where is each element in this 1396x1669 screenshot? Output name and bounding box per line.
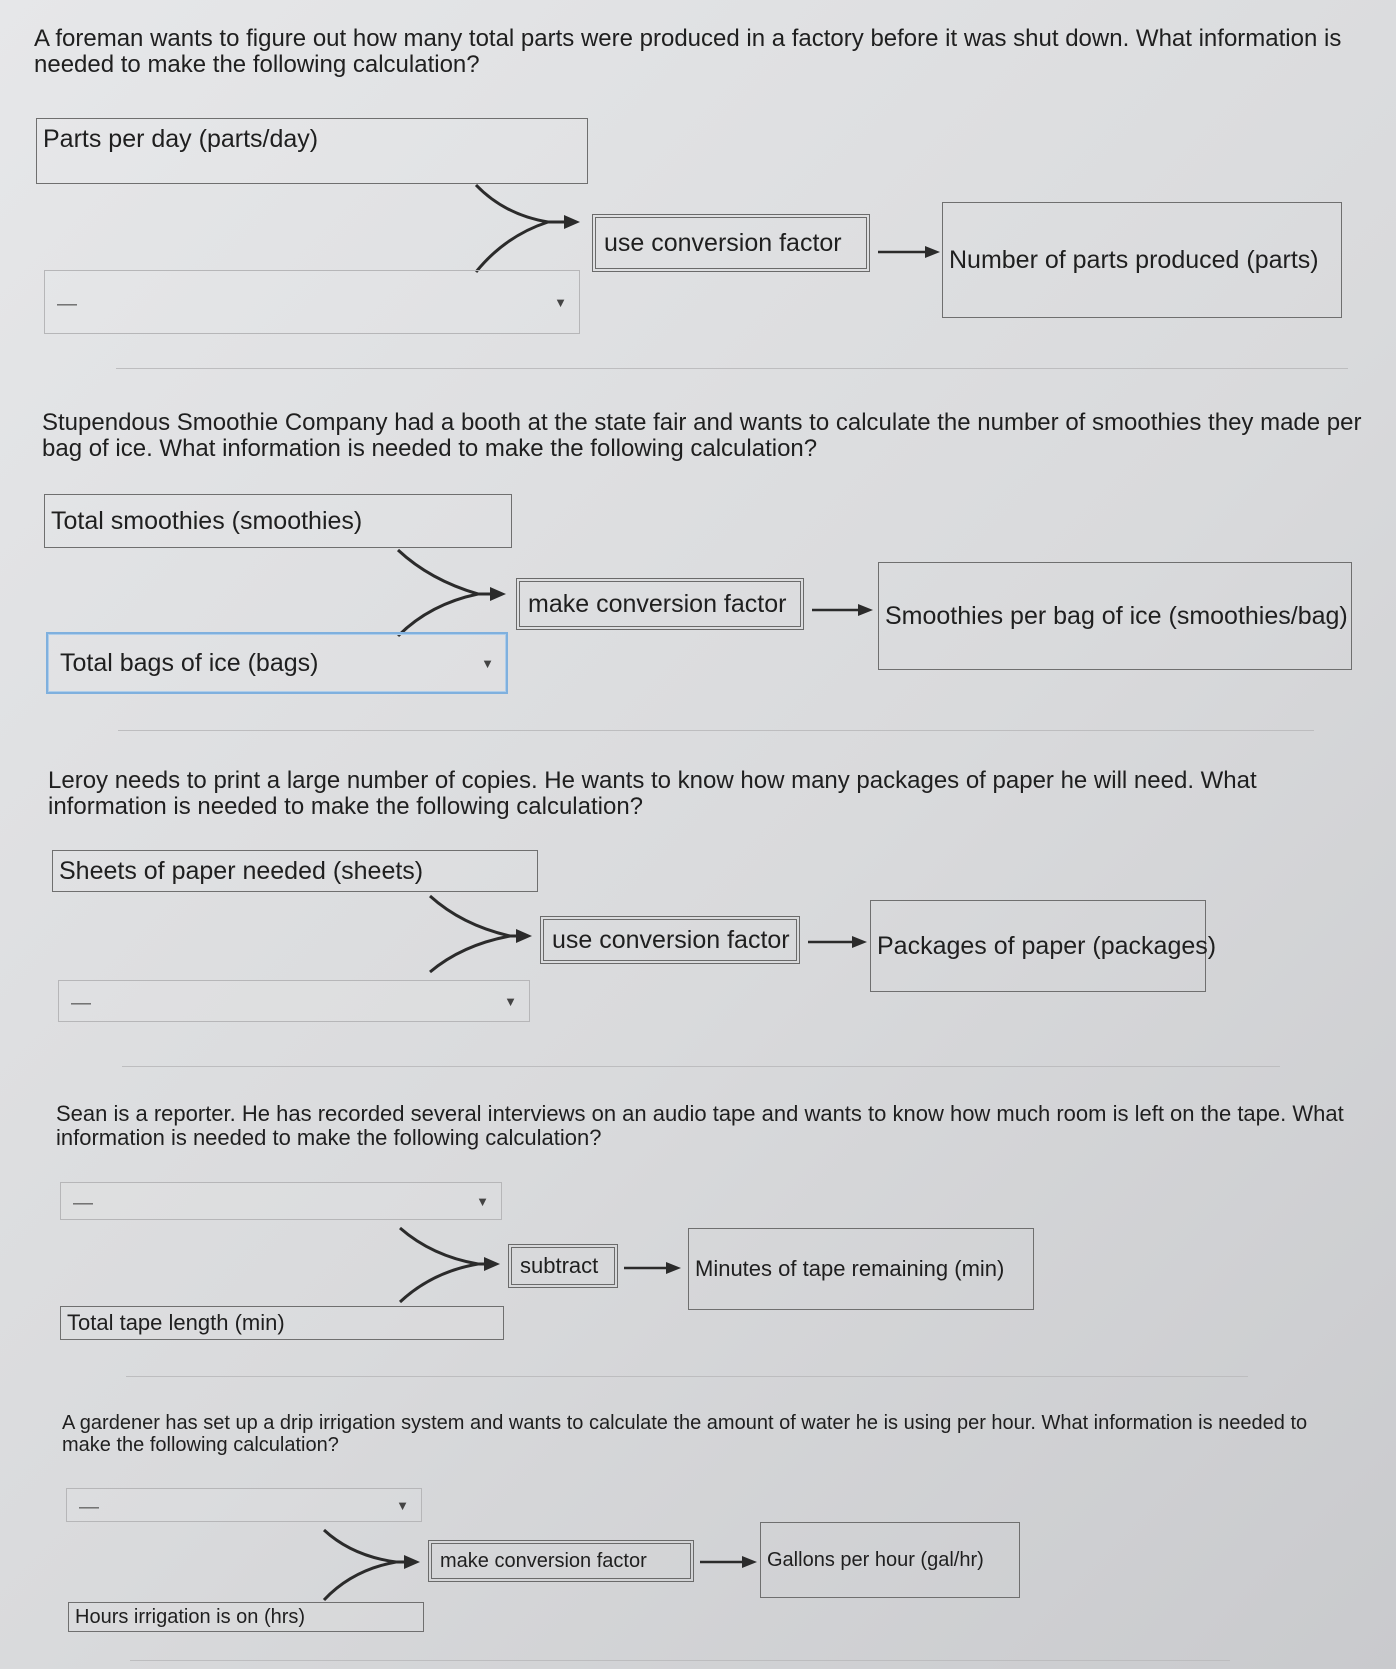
q4-dropdown-value: — — [73, 1191, 93, 1214]
q5-prompt: A gardener has set up a drip irrigation system and wants to calculate the amount of water he is using per hour. What information is needed to make the following calculation? — [62, 1412, 1308, 1456]
q3-given-box: Sheets of paper needed (sheets) — [52, 850, 538, 892]
q2-operation-box: make conversion factor — [516, 578, 804, 630]
q5-given-box: Hours irrigation is on (hrs) — [68, 1602, 424, 1632]
q5-result-box: Gallons per hour (gal/hr) — [760, 1522, 1020, 1598]
q3-prompt: Leroy needs to print a large number of copies. He wants to know how many packages of paper he will need. What information is needed to make the following calculation? — [48, 767, 1257, 820]
q4-operation-box: subtract — [508, 1244, 618, 1288]
divider — [116, 368, 1348, 369]
q4-prompt: Sean is a reporter. He has recorded several interviews on an audio tape and wants to know how much room is left on the tape. What information is needed to make the following calculation? — [56, 1101, 1344, 1150]
q1-operation-box: use conversion factor — [592, 214, 870, 272]
q1-prompt: A foreman wants to figure out how many total parts were produced in a factory before it was shut down. What information is needed to make the following calculation? — [34, 25, 1342, 78]
chevron-down-icon: ▼ — [481, 655, 494, 671]
q1-result-box: Number of parts produced (parts) — [942, 202, 1342, 318]
q4-result-box: Minutes of tape remaining (min) — [688, 1228, 1034, 1310]
divider — [126, 1376, 1248, 1377]
q4-answer-dropdown[interactable] — [60, 1182, 502, 1220]
q2-given-box: Total smoothies (smoothies) — [44, 494, 512, 548]
q3-operation-box: use conversion factor — [540, 916, 800, 964]
q2-dropdown-value: Total bags of ice (bags) — [60, 648, 319, 677]
chevron-down-icon: ▼ — [554, 294, 567, 310]
q4-given-box: Total tape length (min) — [60, 1306, 504, 1340]
q5-answer-dropdown[interactable] — [66, 1488, 422, 1522]
chevron-down-icon: ▼ — [396, 1497, 409, 1513]
divider — [118, 730, 1314, 731]
chevron-down-icon: ▼ — [504, 993, 517, 1009]
q3-result-box: Packages of paper (packages) — [870, 900, 1206, 992]
q1-dropdown-value: — — [57, 292, 77, 315]
divider — [122, 1066, 1280, 1067]
q2-prompt: Stupendous Smoothie Company had a booth at the state fair and wants to calculate the number of smoothies they made per bag of ice. What information is needed to make the following calculation? — [42, 409, 1362, 462]
q5-operation-box: make conversion factor — [428, 1540, 694, 1582]
q1-answer-dropdown[interactable] — [44, 270, 580, 334]
divider — [130, 1660, 1230, 1661]
q5-dropdown-value: — — [79, 1495, 99, 1518]
chevron-down-icon: ▼ — [476, 1193, 489, 1209]
q3-answer-dropdown[interactable] — [58, 980, 530, 1022]
q3-dropdown-value: — — [71, 991, 91, 1014]
q2-result-box: Smoothies per bag of ice (smoothies/bag) — [878, 562, 1352, 670]
q1-given-box: Parts per day (parts/day) — [36, 118, 588, 184]
q2-answer-dropdown[interactable] — [46, 632, 508, 694]
